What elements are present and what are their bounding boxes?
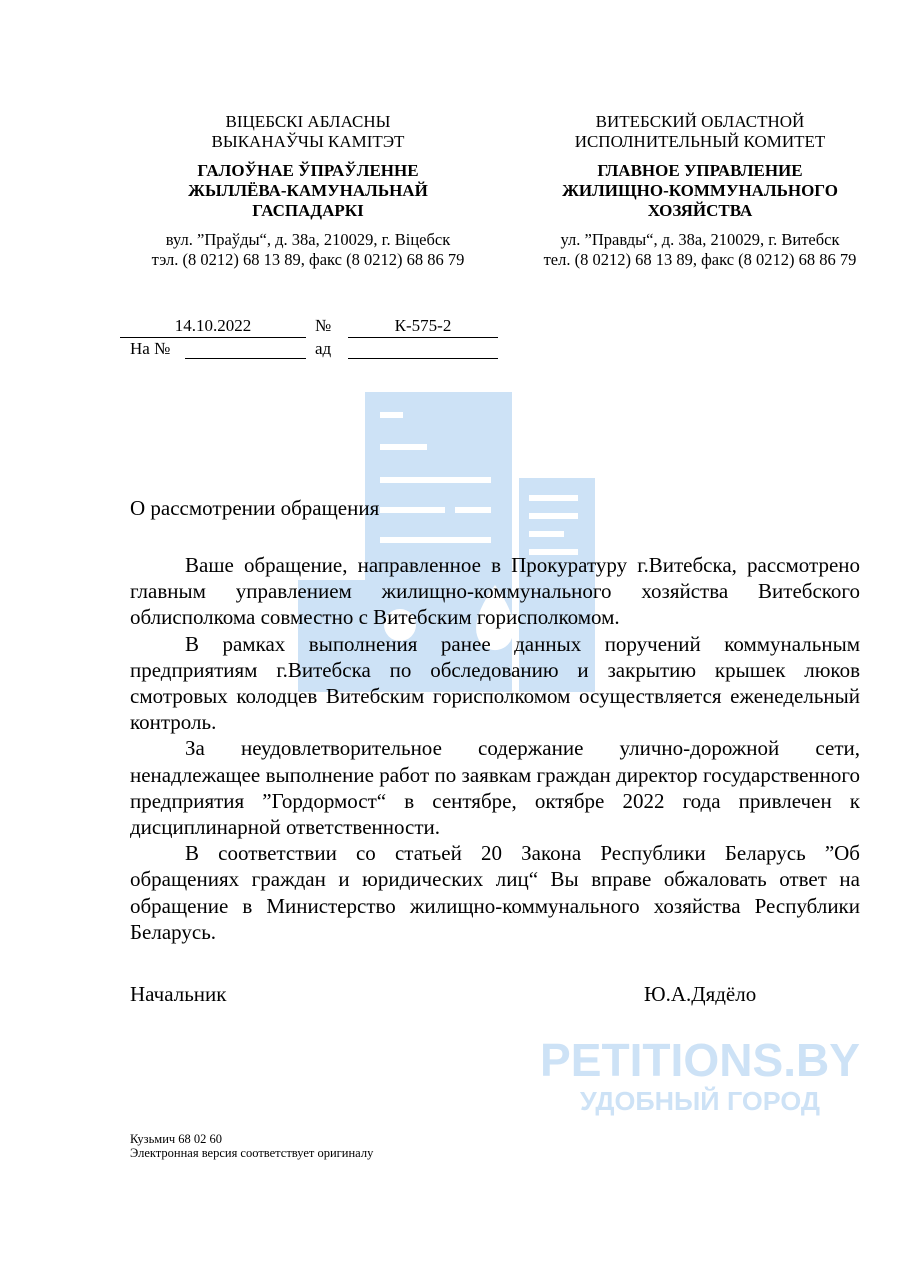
dept-name-line: ЖЫЛЛЁВА-КАМУНАЛЬНАЙ (188, 181, 428, 200)
address: вул. ”Праўды“, д. 38а, 210029, г. Віцебск (165, 230, 451, 249)
signature-block (130, 981, 860, 1007)
signatory-name: Ю.А.Дядёло (644, 982, 757, 1007)
dept-name-line: ЖИЛИЩНО-КОММУНАЛЬНОГО (562, 181, 838, 200)
address: ул. ”Правды“, д. 38а, 210029, г. Витебск (560, 230, 840, 249)
org-name-line: ВЫКАНАЎЧЫ КАМІТЭТ (211, 132, 405, 151)
electronic-version-note: Электронная версия соответствует оригиналу (130, 1146, 374, 1160)
org-name-line: ВИТЕБСКИЙ ОБЛАСТНОЙ (595, 112, 805, 131)
ref-from-label: ад (315, 339, 332, 358)
executor-contact: Кузьмич 68 02 60 (130, 1132, 223, 1146)
phone: тел. (8 0212) 68 13 89, факс (8 0212) 68 86 79 (543, 250, 857, 269)
letter-body (130, 552, 860, 1007)
dept-name-line: ХОЗЯЙСТВА (647, 201, 753, 220)
ref-number-label: На № (130, 339, 171, 358)
watermark-slogan: УДОБНЫЙ ГОРОД (580, 1086, 821, 1116)
header-left-belarusian (118, 112, 498, 270)
header-right-russian (510, 112, 890, 270)
ref-from-underline (348, 358, 498, 359)
body-paragraph: В рамках выполнения ранее данных поручений коммунальным предприятиям г.Витебска по обследованию и закрытию крышек люков смотровых колодцев Витебским горисполкомом осуществляется еженедельный контроль. (130, 631, 860, 735)
watermark-brand: PETITIONS.BY (540, 1034, 860, 1086)
signatory-position: Начальник (130, 982, 227, 1007)
body-paragraph: Ваше обращение, направленное в Прокуратуру г.Витебска, рассмотрено главным управлением жилищно-коммунального хозяйства Витебского облисполкома совместно с Витебским горисполкомом. (130, 553, 860, 630)
number-sign: № (315, 316, 332, 335)
body-paragraph: За неудовлетворительное содержание улично-дорожной сети, ненадлежащее выполнение работ по заявкам граждан директор государственного предприятия ”Гордормост“ в сентябре, октябре 2022 года привлечен к дисциплинарной ответственности. (130, 736, 860, 840)
subject-line: О рассмотрении обращения (130, 496, 380, 520)
date-underline (120, 337, 306, 338)
dept-name-line: ГЛАВНОЕ УПРАВЛЕНИЕ (597, 161, 803, 180)
letter-number: К-575-2 (394, 316, 452, 335)
dept-name-line: ГАЛОЎНАЕ ЎПРАЎЛЕННЕ (197, 161, 419, 180)
dept-name-line: ГАСПАДАРКІ (252, 201, 364, 220)
body-paragraph: В соответствии со статьей 20 Закона Республики Беларусь ”Об обращениях граждан и юридических лиц“ Вы вправе обжаловать ответ на обращение в Министерство жилищно-коммунального хозяйства Республики Беларусь. (130, 841, 860, 944)
org-name-line: ВІЦЕБСКІ АБЛАСНЫ (225, 112, 391, 131)
number-underline (348, 337, 498, 338)
ref-number-underline (185, 358, 306, 359)
org-name-line: ИСПОЛНИТЕЛЬНЫЙ КОМИТЕТ (574, 132, 826, 151)
phone: тэл. (8 0212) 68 13 89, факс (8 0212) 68 86 79 (151, 250, 465, 269)
letter-date: 14.10.2022 (174, 316, 252, 335)
